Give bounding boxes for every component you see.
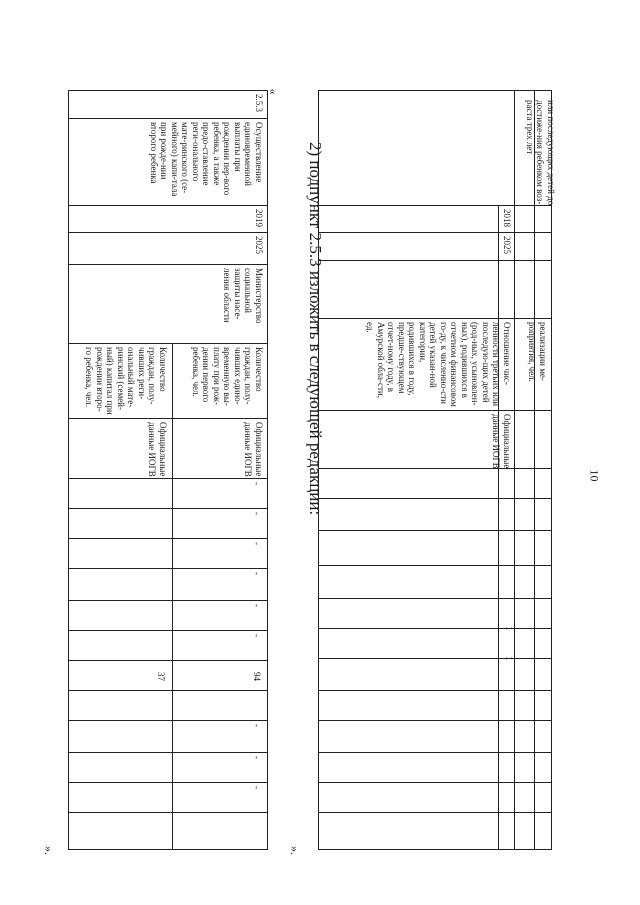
quote-close: ». (288, 846, 302, 855)
quote-open: « (266, 88, 281, 95)
lower-table (68, 90, 268, 850)
page-number: 10 (587, 469, 602, 482)
section-heading: 2) подпункт 2.5.3 изложить в следующей редакции: (306, 142, 325, 516)
upper-table (318, 90, 552, 850)
quote-close-lower: ». (42, 846, 56, 855)
